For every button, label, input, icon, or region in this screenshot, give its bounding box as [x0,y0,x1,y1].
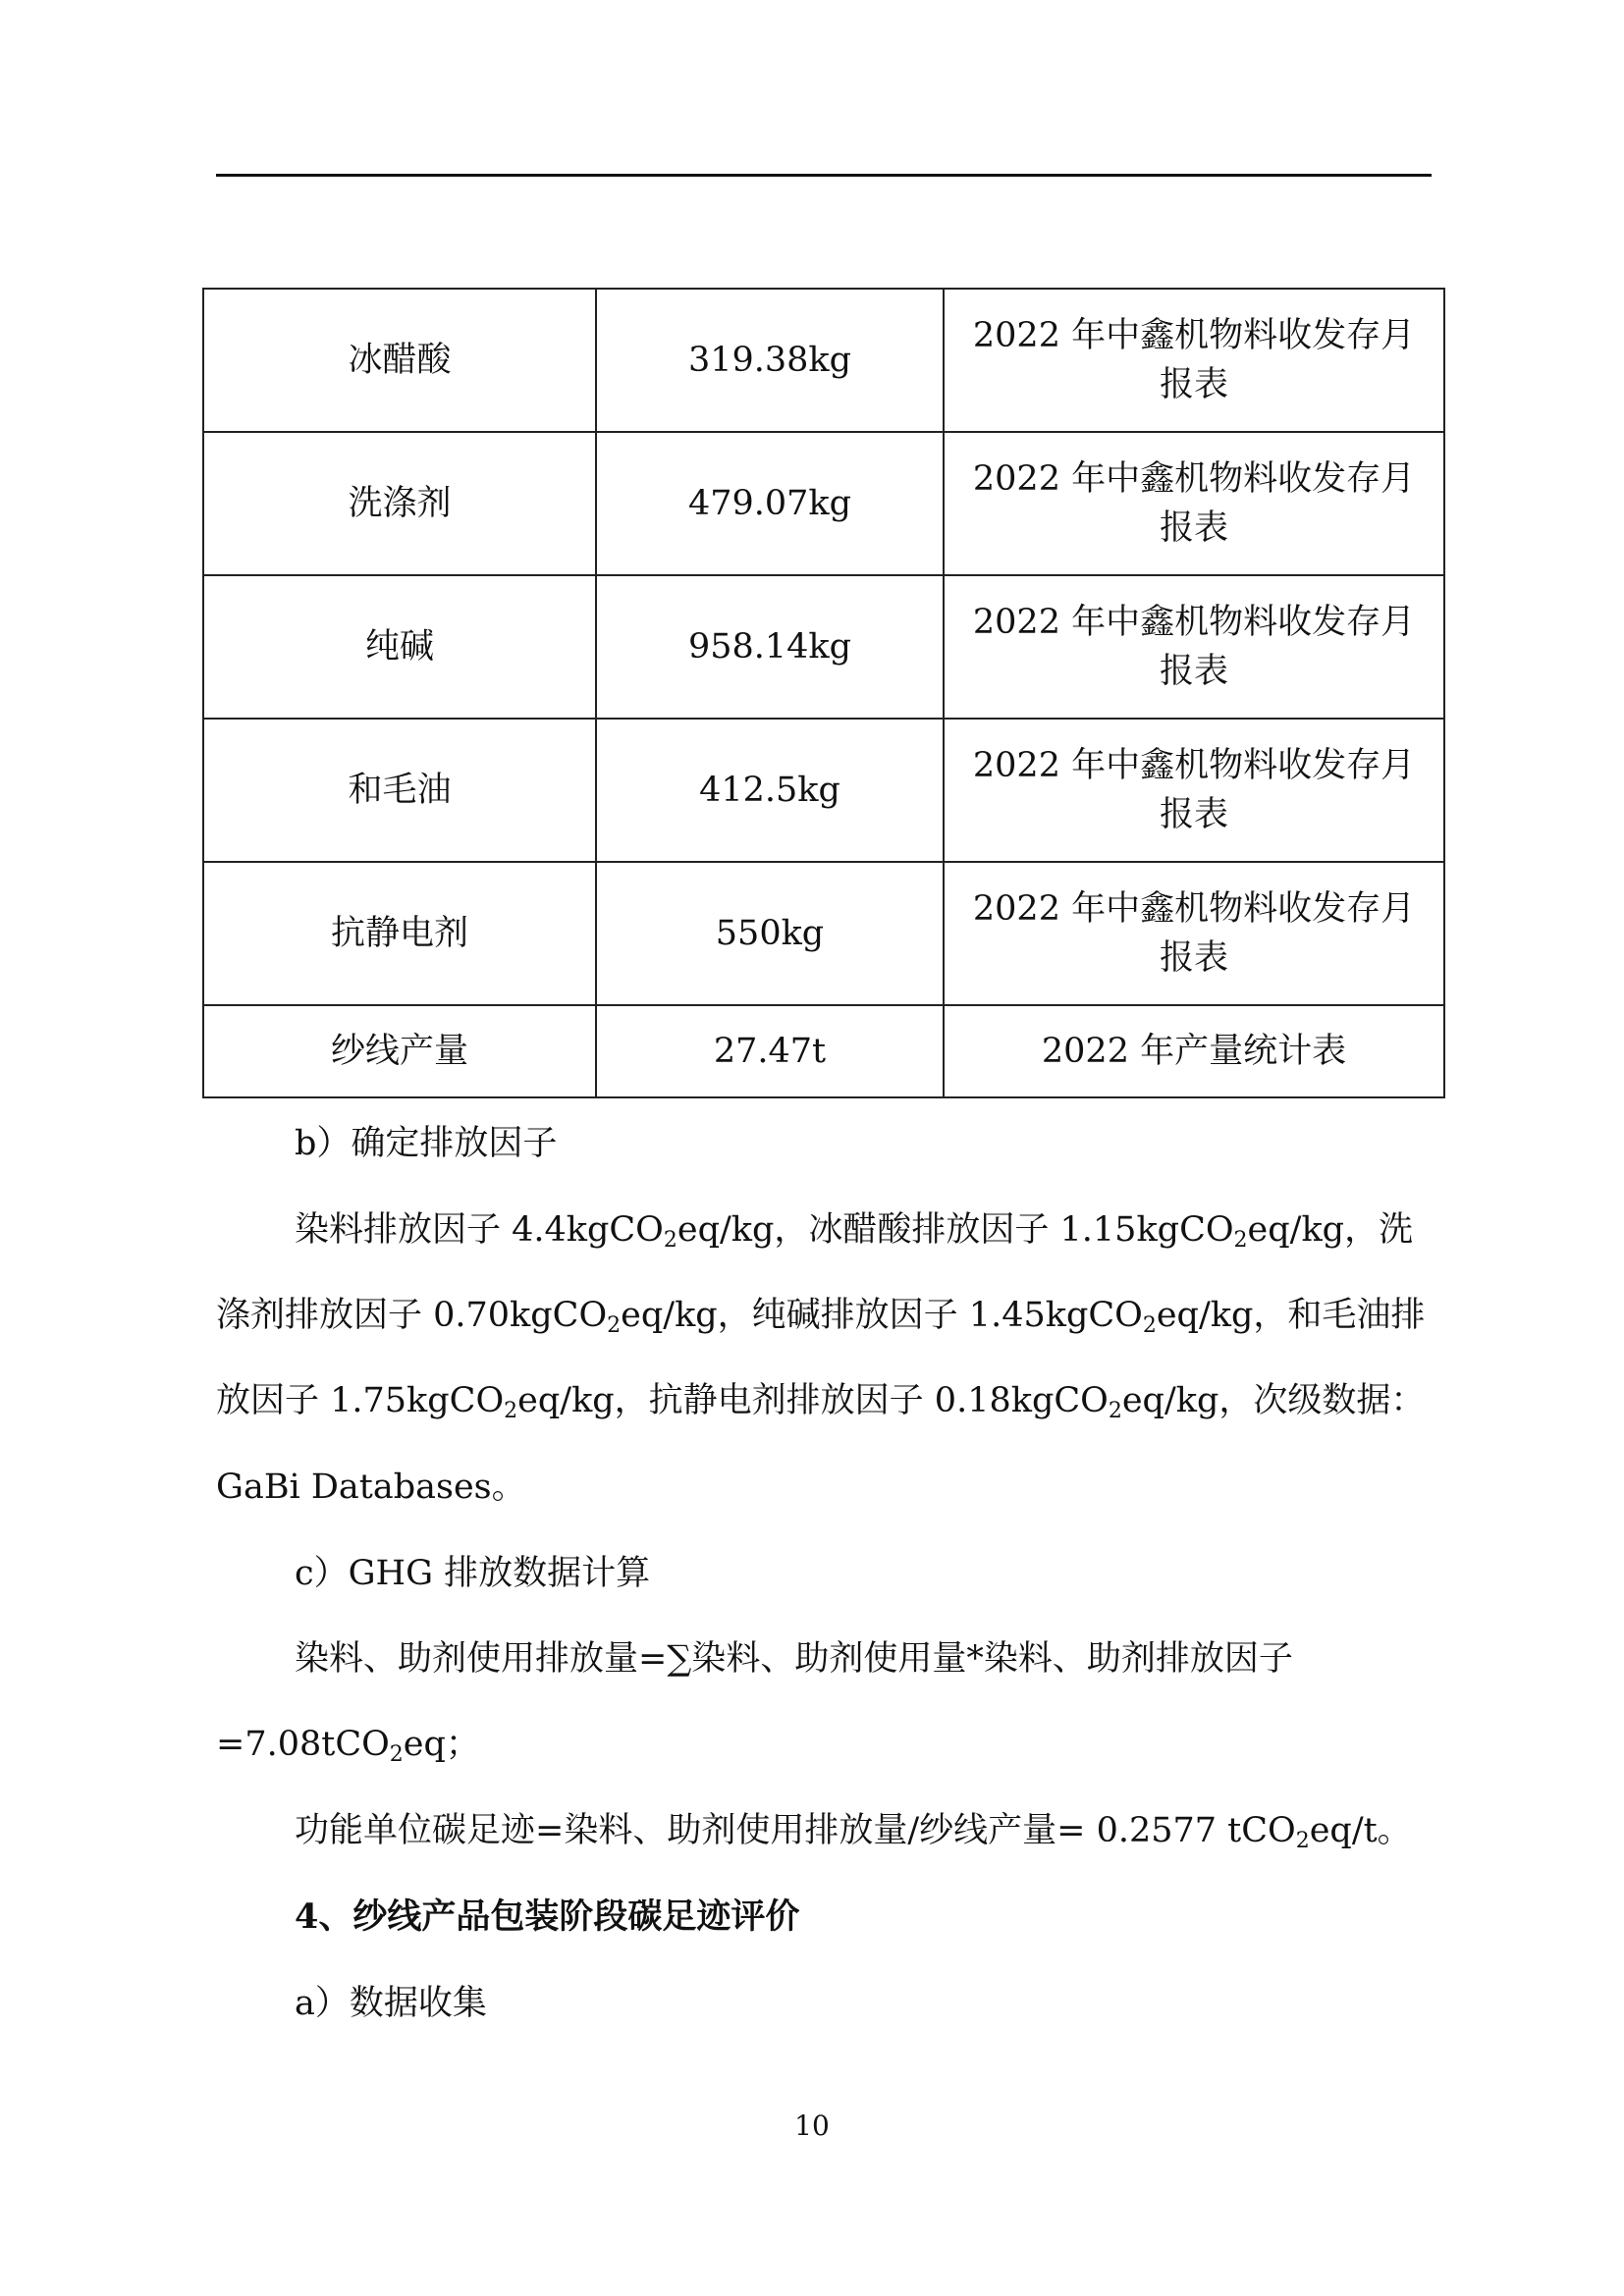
subscript: 2 [1142,1313,1157,1338]
source-line: 2022 年中鑫机物料收发存月 [972,316,1416,355]
material-name-cell: 纱线产量 [203,1005,596,1097]
text-run: eq/kg，抗静电剂排放因子 0.18kgCO [517,1381,1109,1420]
text-run: 功能单位碳足迹=染料、助剂使用排放量/纱线产量= 0.2577 tCO [295,1811,1296,1850]
paragraph-line [216,1291,1434,1340]
subscript: 2 [389,1742,404,1767]
materials-table [202,288,1445,1098]
material-amount-cell: 479.07kg [596,432,944,575]
section-b-heading: b）确定排放因子 [295,1124,558,1163]
source-line: 2022 年中鑫机物料收发存月 [972,459,1416,499]
section-4a-heading: a）数据收集 [295,1984,487,2023]
source-line: 2022 年中鑫机物料收发存月 [972,603,1416,642]
header-rule [216,174,1432,177]
subscript: 2 [1108,1399,1122,1423]
material-amount-cell: 550kg [596,862,944,1005]
subscript: 2 [663,1228,677,1253]
data-source-cell [944,289,1444,432]
material-name-cell: 洗涤剂 [203,432,596,575]
material-amount-cell: 319.38kg [596,289,944,432]
paragraph-line: GaBi Databases。 [216,1468,526,1507]
material-name-cell: 纯碱 [203,575,596,719]
paragraph-line: 染料、助剂使用排放量=∑染料、助剂使用量*染料、助剂排放因子 [295,1639,1293,1679]
data-source-cell: 2022 年产量统计表 [944,1005,1444,1097]
text-run: eq/kg，和毛油排 [1156,1296,1426,1335]
text-run: 放因子 1.75kgCO [216,1381,505,1420]
text-run: 涤剂排放因子 0.70kgCO [216,1296,608,1335]
section-c-heading: c）GHG 排放数据计算 [295,1554,651,1593]
material-name-cell: 冰醋酸 [203,289,596,432]
text-run: 染料排放因子 4.4kgCO [295,1210,664,1250]
subscript: 2 [504,1399,518,1423]
material-amount-cell: 412.5kg [596,719,944,862]
source-line: 报表 [1159,795,1228,834]
paragraph-line [295,1806,1434,1855]
material-name-cell: 抗静电剂 [203,862,596,1005]
table-row [203,289,1444,432]
source-line: 报表 [1159,938,1228,978]
source-line: 2022 年中鑫机物料收发存月 [972,746,1416,785]
page-number: 10 [794,2109,830,2142]
subscript: 2 [1233,1228,1248,1253]
source-line: 报表 [1159,365,1228,404]
section-4-heading: 4、纱线产品包装阶段碳足迹评价 [295,1896,800,1937]
table-row [203,575,1444,719]
data-source-cell [944,575,1444,719]
material-amount-cell: 27.47t [596,1005,944,1097]
source-line: 报表 [1159,508,1228,548]
data-source-cell [944,862,1444,1005]
paragraph-line [295,1205,1434,1255]
table-row [203,432,1444,575]
text-run: eq； [403,1725,480,1764]
table-row [203,1005,1444,1097]
text-run: eq/kg，纯碱排放因子 1.45kgCO [621,1296,1143,1335]
data-source-cell [944,719,1444,862]
source-line: 2022 年中鑫机物料收发存月 [972,889,1416,929]
subscript: 2 [607,1313,622,1338]
text-run: eq/kg，冰醋酸排放因子 1.15kgCO [677,1210,1234,1250]
table-row [203,719,1444,862]
text-run: eq/kg，洗 [1247,1210,1414,1250]
text-run: eq/kg，次级数据： [1121,1381,1426,1420]
table-row [203,862,1444,1005]
material-amount-cell: 958.14kg [596,575,944,719]
text-run: =7.08tCO [216,1725,390,1764]
text-run: eq/t。 [1309,1811,1412,1850]
paragraph-line [216,1720,1434,1769]
subscript: 2 [1295,1829,1310,1853]
material-name-cell: 和毛油 [203,719,596,862]
data-source-cell [944,432,1444,575]
source-line: 报表 [1159,652,1228,691]
paragraph-line [216,1376,1434,1425]
